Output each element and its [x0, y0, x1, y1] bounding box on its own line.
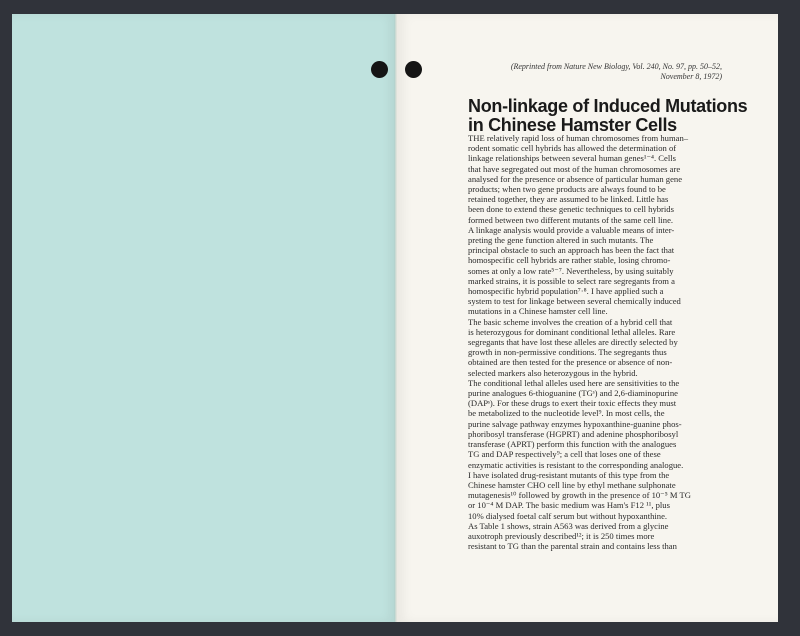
body-text-line: or 10⁻⁴ M DAP. The basic medium was Ham's F12 ¹¹, plus — [468, 500, 670, 511]
article-title — [468, 96, 748, 135]
reprint-line: (Reprinted from Nature New Biology, Vol. 240, No. 97, pp. 50–52, — [510, 62, 722, 71]
body-text-line: transferase (APRT) perform this function with the analogues — [468, 439, 677, 450]
body-text-line: is heterozygous for dominant conditional lethal alleles. Rare — [468, 326, 676, 337]
reprint-line: November 8, 1972) — [660, 72, 722, 81]
body-text-line: As Table 1 shows, strain A563 was derived from a glycine — [468, 520, 669, 531]
body-text-line: selected markers also heterozygous in the hybrid. — [468, 367, 638, 378]
body-text-line: The basic scheme involves the creation of a hybrid cell that — [468, 316, 673, 327]
body-text-line: segregants that have lost these alleles are directly selected by — [468, 337, 678, 348]
body-text-line: obtained are then tested for the presence or absence of non- — [468, 357, 673, 368]
page-fold — [394, 14, 397, 622]
body-text-line: homospecific hybrid population⁷·⁸. I have applied such a — [468, 286, 664, 297]
body-text-line: phoribosyl transferase (HGPRT) and adenine phosphoribosyl — [468, 428, 679, 439]
body-text-line: 10% dialysed foetal calf serum but without hypoxanthine. — [468, 510, 668, 521]
body-text-line: marked strains, it is possible to select rare segregants from a — [468, 275, 675, 286]
body-text-line: formed between two different mutants of the same cell line. — [468, 214, 674, 225]
title-line: Non-linkage of Induced Mutations — [468, 96, 748, 116]
body-text-line: The conditional lethal alleles used here are sensitivities to the — [468, 377, 680, 388]
body-text-line: A linkage analysis would provide a valuable means of inter- — [468, 224, 675, 235]
body-text-line: mutagenesis¹⁰ followed by growth in the presence of 10⁻⁵ M TG — [468, 490, 691, 501]
body-text-line: principal obstacle to such an approach has been the fact that — [468, 245, 675, 256]
body-text-line: linkage relationships between several human genes¹⁻⁴. Cells — [468, 153, 676, 164]
body-text-line: TG and DAP respectively⁹; a cell that loses one of these — [468, 449, 661, 460]
body-text-line: system to test for linkage between several chemically induced — [468, 296, 681, 307]
cover-page — [12, 14, 396, 622]
body-text-line: (DAPˢ). For these drugs to exert their toxic effects they must — [468, 398, 677, 409]
body-text-line: preting the gene function altered in such mutants. The — [468, 235, 654, 246]
body-text-line: been done to extend these genetic techniques to cell hybrids — [468, 204, 674, 215]
body-text-line: somes at only a low rate⁵⁻⁷. Nevertheless, by using suitably — [468, 265, 674, 276]
body-text-line: products; when two gene products are always found to be — [468, 184, 666, 195]
body-text-line: enzymatic activities is resistant to the corresponding analogue. — [468, 459, 684, 470]
punch-hole-right — [405, 61, 422, 78]
body-text-line: rodent somatic cell hybrids has allowed the determination of — [468, 143, 677, 154]
body-text-line: purine salvage pathway enzymes hypoxanthine-guanine phos- — [468, 418, 682, 429]
body-text-line: growth in non-permissive conditions. The segregants thus — [468, 347, 667, 358]
body-text-line: resistant to TG than the parental strain and contains less than — [468, 541, 677, 552]
article-body — [468, 133, 712, 551]
body-text-line: auxotroph previously described¹²; it is 250 times more — [468, 530, 655, 541]
body-text-line: homospecific cell hybrids are rather stable, losing chromo- — [468, 255, 671, 266]
body-text-line: THE relatively rapid loss of human chromosomes from human– — [468, 133, 689, 143]
body-text-line: that have segregated out most of the human chromosomes are — [468, 163, 681, 174]
reprint-citation — [450, 62, 722, 82]
body-text-line: analysed for the presence or absence of particular human gene — [468, 173, 683, 184]
body-text-line: retained together, they are assumed to be linked. Little has — [468, 194, 669, 205]
body-text-line: I have isolated drug-resistant mutants of this type from the — [468, 469, 670, 480]
body-text-line: mutations in a Chinese hamster cell line. — [468, 306, 608, 317]
body-text-line: be metabolized to the nucleotide level⁹. In most cells, the — [468, 408, 665, 419]
body-text-line: Chinese hamster CHO cell line by ethyl methane sulphonate — [468, 479, 676, 490]
body-text-line: purine analogues 6-thioguanine (TGˢ) and 2,6-diaminopurine — [468, 388, 678, 399]
punch-hole-left — [371, 61, 388, 78]
title-line: in Chinese Hamster Cells — [468, 115, 677, 135]
